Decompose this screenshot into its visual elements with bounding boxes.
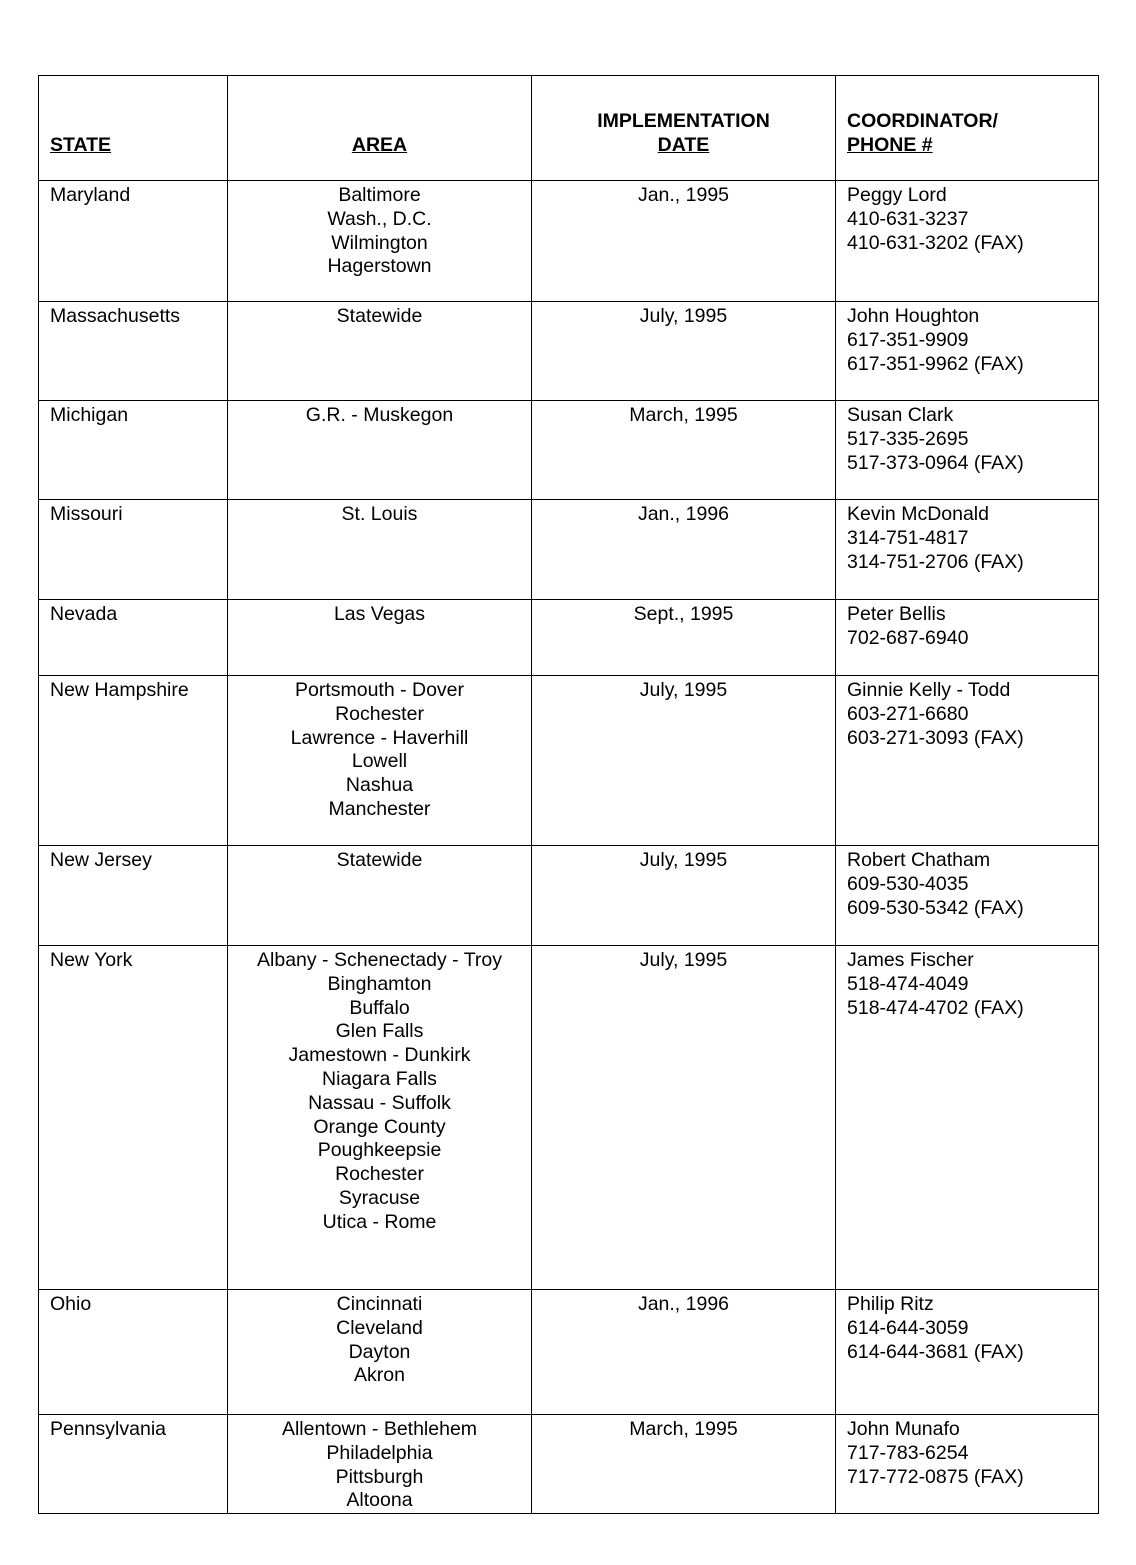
- area-name: Akron: [354, 1364, 405, 1387]
- coordinator-name: James Fischer: [847, 949, 974, 971]
- table-row: [39, 500, 1099, 600]
- coordinator-phone: 617-351-9909: [847, 328, 969, 351]
- coordinator-phone: 614-644-3681 (FAX): [847, 1340, 1024, 1363]
- table-row: [39, 401, 1099, 500]
- coordinator-phone: 314-751-4817: [847, 526, 969, 549]
- implementation-date: Jan., 1996: [637, 503, 730, 525]
- cell-state: [39, 1415, 228, 1514]
- area-name: Niagara Falls: [322, 1067, 437, 1090]
- coordinator-name: Ginnie Kelly - Todd: [847, 679, 1011, 701]
- coordinator-phone: 617-351-9962 (FAX): [847, 352, 1024, 375]
- state-name: Maryland: [50, 184, 131, 206]
- cell-state: [39, 676, 228, 846]
- cell-implementation-date: [532, 946, 836, 1290]
- table-row: [39, 1415, 1099, 1514]
- header-coord-line2: PHONE #: [847, 134, 933, 157]
- implementation-date: March, 1995: [629, 404, 738, 426]
- area-name: Wash., D.C.: [327, 207, 432, 230]
- coordinator-name: Peter Bellis: [847, 603, 946, 625]
- area-name: Statewide: [336, 849, 423, 871]
- state-name: Missouri: [50, 503, 123, 525]
- cell-implementation-date: [532, 401, 836, 500]
- cell-implementation-date: [532, 181, 836, 302]
- area-name: Altoona: [346, 1489, 413, 1512]
- coordinator-phone: 518-474-4702 (FAX): [847, 996, 1024, 1019]
- table-row: [39, 302, 1099, 401]
- area-name: Allentown - Bethlehem: [281, 1418, 478, 1440]
- coordinator-phone: 603-271-3093 (FAX): [847, 726, 1024, 749]
- cell-area: [228, 676, 532, 846]
- coordinator-phone: 603-271-6680: [847, 702, 969, 725]
- implementation-date: July, 1995: [639, 305, 728, 327]
- coordinator-name: Peggy Lord: [847, 184, 947, 206]
- coordinator-phone: 702-687-6940: [847, 626, 969, 649]
- table-row: [39, 181, 1099, 302]
- cell-state: [39, 181, 228, 302]
- cell-coordinator: [836, 600, 1099, 676]
- header-area-label: AREA: [351, 134, 408, 157]
- state-name: Michigan: [50, 404, 129, 426]
- area-name: Philadelphia: [326, 1441, 433, 1464]
- header-date-line2: DATE: [657, 134, 710, 157]
- implementation-date: Jan., 1996: [637, 1293, 730, 1315]
- state-name: New York: [50, 949, 133, 971]
- cell-coordinator: [836, 401, 1099, 500]
- coordinator-phone: 518-474-4049: [847, 972, 969, 995]
- table-row: [39, 676, 1099, 846]
- cell-implementation-date: [532, 302, 836, 401]
- cell-state: [39, 846, 228, 946]
- cell-coordinator: [836, 500, 1099, 600]
- header-area: [228, 76, 532, 181]
- state-name: Massachusetts: [50, 305, 181, 327]
- cell-coordinator: [836, 1290, 1099, 1415]
- cell-area: [228, 946, 532, 1290]
- header-state-label: STATE: [50, 134, 112, 157]
- cell-coordinator: [836, 676, 1099, 846]
- cell-state: [39, 1290, 228, 1415]
- cell-coordinator: [836, 946, 1099, 1290]
- header-state: [39, 76, 228, 181]
- area-name: Utica - Rome: [322, 1210, 437, 1233]
- coordinator-name: John Munafo: [847, 1418, 960, 1440]
- area-name: Jamestown - Dunkirk: [288, 1044, 471, 1067]
- area-name: Binghamton: [327, 972, 432, 995]
- area-name: Baltimore: [338, 184, 421, 206]
- header-coord-line1: COORDINATOR/: [847, 110, 998, 133]
- area-name: Nashua: [345, 774, 414, 797]
- cell-area: [228, 401, 532, 500]
- table-row: [39, 1290, 1099, 1415]
- cell-area: [228, 1415, 532, 1514]
- implementation-date: July, 1995: [639, 849, 728, 871]
- implementation-date: July, 1995: [639, 679, 728, 701]
- table-row: [39, 846, 1099, 946]
- coordinator-phone: 517-335-2695: [847, 427, 969, 450]
- coordinator-name: John Houghton: [847, 305, 980, 327]
- area-name: Lawrence - Haverhill: [290, 726, 469, 749]
- coordinator-phone: 717-772-0875 (FAX): [847, 1465, 1024, 1488]
- area-name: Cincinnati: [336, 1293, 423, 1315]
- coordinator-phone: 410-631-3202 (FAX): [847, 231, 1024, 254]
- cell-area: [228, 600, 532, 676]
- area-name: Syracuse: [338, 1186, 421, 1209]
- area-name: Lowell: [351, 750, 408, 773]
- area-name: Poughkeepsie: [317, 1139, 442, 1162]
- cell-implementation-date: [532, 676, 836, 846]
- table-body: [39, 181, 1099, 1514]
- area-name: Hagerstown: [327, 255, 432, 278]
- table-row: [39, 600, 1099, 676]
- implementation-date: Sept., 1995: [633, 603, 734, 625]
- area-name: Albany - Schenectady - Troy: [257, 949, 502, 971]
- state-name: Nevada: [50, 603, 118, 625]
- coordinator-phone: 410-631-3237: [847, 207, 969, 230]
- cell-area: [228, 181, 532, 302]
- area-name: Pittsburgh: [335, 1465, 424, 1488]
- area-name: Statewide: [336, 305, 423, 327]
- state-name: Ohio: [50, 1293, 92, 1315]
- area-name: Glen Falls: [335, 1020, 424, 1043]
- coordinator-phone: 717-783-6254: [847, 1441, 969, 1464]
- coordinator-phone: 517-373-0964 (FAX): [847, 451, 1024, 474]
- coordinator-table: [38, 75, 1099, 1514]
- area-name: St. Louis: [341, 503, 418, 525]
- implementation-date: Jan., 1995: [637, 184, 730, 206]
- cell-coordinator: [836, 1415, 1099, 1514]
- header-implementation-date: [532, 76, 836, 181]
- header-date-line1: IMPLEMENTATION: [597, 110, 770, 133]
- area-name: Manchester: [328, 797, 431, 820]
- coordinator-phone: 614-644-3059: [847, 1316, 969, 1339]
- coordinator-name: Philip Ritz: [847, 1293, 934, 1315]
- header-coordinator-phone: [836, 76, 1099, 181]
- cell-implementation-date: [532, 846, 836, 946]
- area-name: G.R. - Muskegon: [305, 404, 454, 426]
- area-name: Las Vegas: [333, 603, 426, 625]
- cell-area: [228, 846, 532, 946]
- cell-state: [39, 946, 228, 1290]
- cell-state: [39, 302, 228, 401]
- area-name: Buffalo: [349, 996, 410, 1019]
- cell-coordinator: [836, 302, 1099, 401]
- cell-coordinator: [836, 181, 1099, 302]
- area-name: Portsmouth - Dover: [294, 679, 465, 701]
- cell-state: [39, 600, 228, 676]
- cell-state: [39, 500, 228, 600]
- area-name: Wilmington: [331, 231, 428, 254]
- area-name: Nassau - Suffolk: [308, 1091, 451, 1114]
- area-name: Rochester: [335, 1163, 424, 1186]
- cell-area: [228, 1290, 532, 1415]
- area-name: Orange County: [313, 1115, 446, 1138]
- coordinator-phone: 609-530-4035: [847, 872, 969, 895]
- coordinator-name: Robert Chatham: [847, 849, 991, 871]
- state-name: Pennsylvania: [50, 1418, 166, 1440]
- area-name: Cleveland: [336, 1316, 423, 1339]
- cell-state: [39, 401, 228, 500]
- cell-implementation-date: [532, 600, 836, 676]
- table-row: [39, 946, 1099, 1290]
- state-name: New Hampshire: [50, 679, 189, 701]
- area-name: Rochester: [335, 702, 424, 725]
- cell-area: [228, 500, 532, 600]
- cell-area: [228, 302, 532, 401]
- cell-coordinator: [836, 846, 1099, 946]
- header-row: [39, 76, 1099, 181]
- state-name: New Jersey: [50, 849, 152, 871]
- coordinator-name: Susan Clark: [847, 404, 954, 426]
- area-name: Dayton: [348, 1340, 411, 1363]
- coordinator-phone: 314-751-2706 (FAX): [847, 550, 1024, 573]
- table-header: [39, 76, 1099, 181]
- coordinator-phone: 609-530-5342 (FAX): [847, 896, 1024, 919]
- coordinator-name: Kevin McDonald: [847, 503, 989, 525]
- implementation-date: March, 1995: [629, 1418, 738, 1440]
- implementation-date: July, 1995: [639, 949, 728, 971]
- cell-implementation-date: [532, 500, 836, 600]
- cell-implementation-date: [532, 1290, 836, 1415]
- cell-implementation-date: [532, 1415, 836, 1514]
